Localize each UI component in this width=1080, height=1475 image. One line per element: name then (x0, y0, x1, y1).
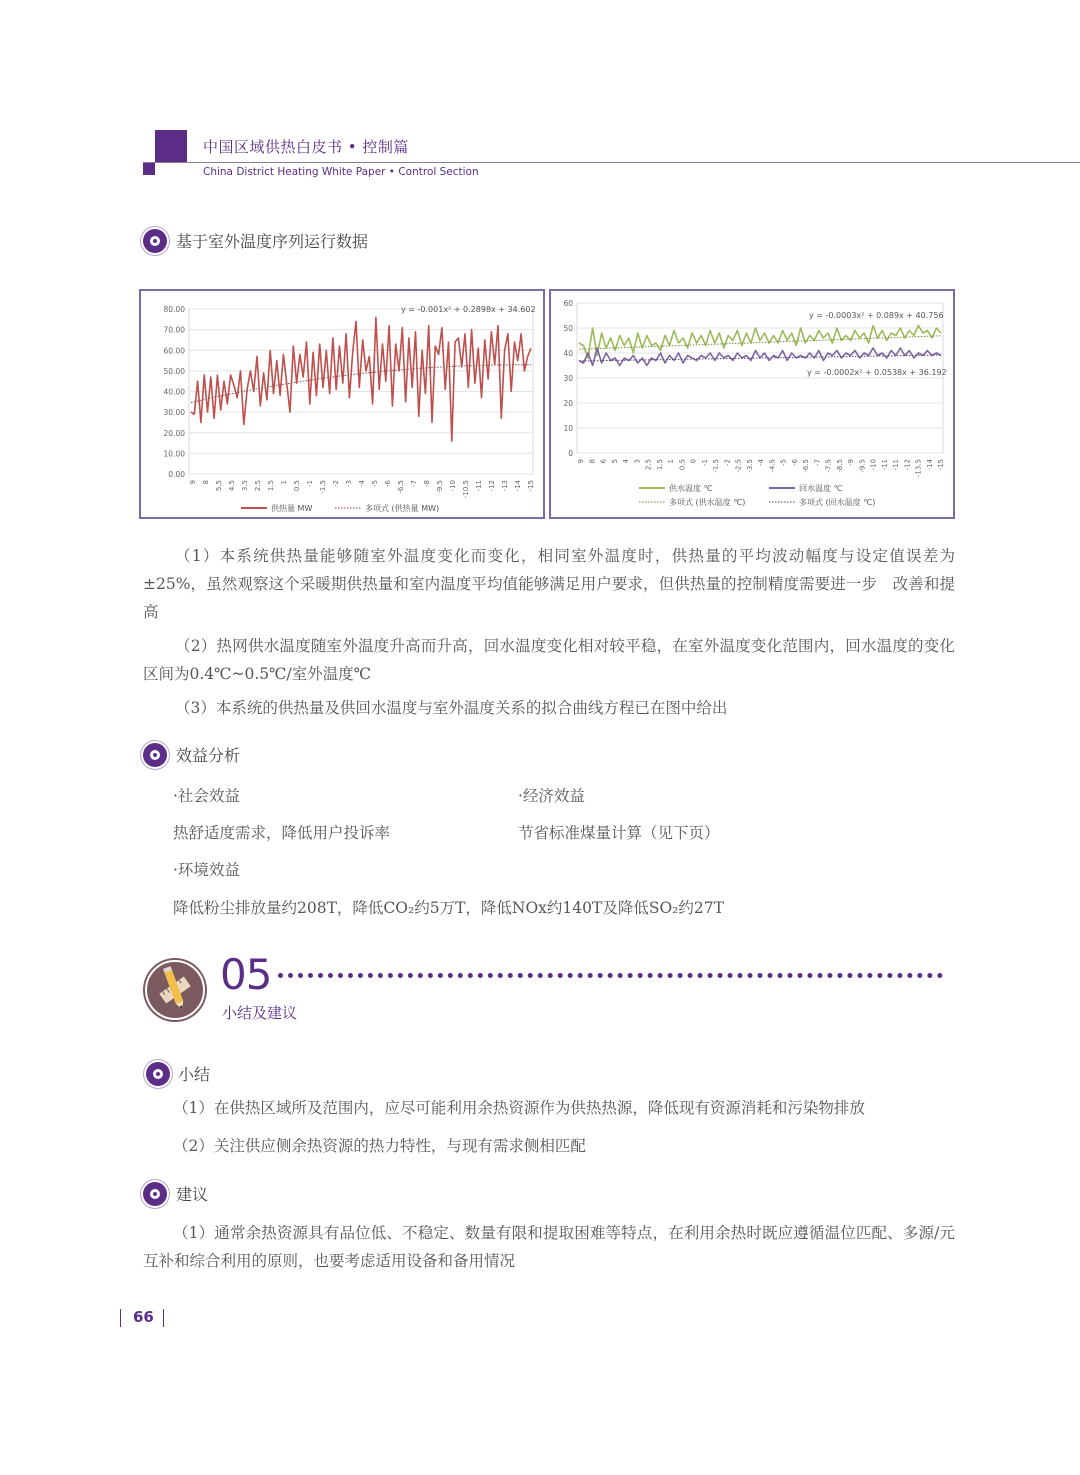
header-title-cn: 中国区域供热白皮书 • 控制篇 (203, 138, 409, 156)
x-tick-label: 0 (689, 459, 698, 464)
x-tick-label: 1 (667, 459, 675, 464)
bullet-icon (143, 1182, 167, 1206)
x-tick-label: -6.5 (802, 459, 810, 473)
pencil-ruler-icon (142, 957, 208, 1023)
legend-label: 多项式 (回水温度 ℃) (799, 498, 876, 507)
x-tick-label: -8.5 (835, 459, 844, 473)
x-tick-label: -7 (410, 480, 418, 487)
header-title-en: China District Heating White Paper • Control Section (203, 166, 479, 178)
y-tick-label: 20 (563, 399, 573, 408)
x-tick-label: -7 (813, 459, 822, 466)
x-tick-label: -2 (332, 480, 340, 487)
legend-label: 供水温度 ℃ (669, 484, 713, 493)
x-tick-label: -15 (527, 480, 535, 492)
y-tick-label: 10.00 (163, 449, 185, 459)
x-tick-label: 0.5 (293, 480, 301, 492)
summary-paragraph-2: （2）关注供应侧余热资源的热力特性，与现有需求侧相匹配 (173, 1137, 586, 1155)
x-tick-label: 1 (280, 480, 288, 485)
legend-label: 多项式 (供热量 MW) (365, 504, 440, 513)
section-dotted-rule (278, 973, 943, 978)
regression-equation: y = -0.0003x² + 0.089x + 40.756 (809, 311, 944, 320)
x-tick-label: -4 (757, 459, 765, 466)
environment-benefit-title: ·环境效益 (173, 861, 240, 879)
x-tick-label: -10 (449, 480, 457, 492)
y-tick-label: 70.00 (163, 325, 185, 335)
x-tick-label: -7.5 (824, 459, 833, 473)
run-data-heading: 基于室外温度序列运行数据 (176, 232, 369, 251)
analysis-paragraph-2: （2）热网供水温度随室外温度升高而升高，回水温度变化相对较平稳，在室外温度变化范围内，回水温度的变化区间为0.4℃~0.5℃/室外温度℃ (143, 637, 955, 683)
x-tick-label: 4.5 (228, 480, 236, 492)
x-tick-label: 6 (599, 459, 608, 464)
x-tick-label: 0.5 (678, 459, 687, 471)
x-tick-label: -6 (790, 459, 799, 466)
x-tick-label: -3 (345, 480, 353, 487)
y-tick-label: 60.00 (163, 346, 185, 356)
x-tick-label: -1.5 (712, 459, 720, 473)
x-tick-label: -1 (306, 480, 314, 487)
x-tick-label: 9 (189, 480, 197, 485)
y-tick-label: 50 (563, 324, 573, 333)
section-title: 小结及建议 (222, 1004, 298, 1022)
x-tick-label: 2.5 (254, 480, 262, 492)
x-tick-label: -4 (358, 480, 366, 487)
social-benefit-text: 热舒适度需求，降低用户投诉率 (173, 824, 391, 842)
x-tick-label: -10.5 (462, 480, 470, 499)
x-tick-label: 1.5 (267, 480, 275, 492)
y-tick-label: 40.00 (163, 387, 185, 397)
bullet-icon (146, 1062, 170, 1086)
analysis-paragraph-1: （1）本系统供热量能够随室外温度变化而变化，相同室外温度时，供热量的平均波动幅度与设定值误差为±25%，虽然观察这个采暖期供热量和室内温度平均值能够满足用户要求，但供热量的控制精度需要进一步 改善和提高 (143, 547, 955, 621)
suggestion-paragraph-1: （1）通常余热资源具有品位低、不稳定、数量有限和提取困难等特点，在利用余热时既应遵循温位匹配、多源/元互补和综合利用的原则，也要考虑适用设备和备用情况 (143, 1224, 955, 1270)
x-tick-label: -6 (384, 480, 392, 487)
x-tick-label: -14 (514, 480, 522, 492)
series-line (191, 317, 531, 441)
summary-heading: 小结 (178, 1065, 211, 1084)
x-tick-label: -11 (892, 459, 900, 471)
legend-label: 供热量 MW (271, 504, 313, 513)
water-temp-chart-svg (551, 291, 953, 517)
y-tick-label: 10 (563, 424, 573, 433)
x-tick-label: 9 (577, 459, 585, 464)
regression-equation: y = -0.001x² + 0.2898x + 34.602 (401, 305, 536, 314)
x-tick-label: -13 (501, 480, 509, 492)
summary-paragraph-1: （1）在供热区域所及范围内，应尽可能利用余热资源作为供热热源，降低现有资源消耗和污染物排放 (173, 1099, 865, 1117)
page-number: 66 (133, 1308, 154, 1326)
y-tick-label: 20.00 (163, 428, 185, 438)
x-tick-label: -2.5 (734, 459, 743, 473)
environment-benefit-text: 降低粉尘排放量约208T，降低CO₂约5万T，降低NOx约140T及降低SO₂约27T (173, 899, 724, 917)
x-tick-label: -9.5 (858, 459, 867, 473)
economic-benefit-text: 节省标准煤量计算（见下页） (518, 824, 720, 842)
x-tick-label: -11 (880, 459, 889, 471)
x-tick-label: -13.5 (914, 459, 923, 478)
x-tick-label: 3 (633, 459, 642, 464)
y-tick-label: 80.00 (163, 305, 185, 314)
x-tick-label: -12 (488, 480, 496, 492)
x-tick-label: -2 (723, 459, 732, 466)
y-tick-label: 40 (563, 349, 573, 358)
x-tick-label: -15 (937, 459, 945, 471)
social-benefit-title: ·社会效益 (173, 787, 240, 805)
x-tick-label: 8 (588, 459, 597, 464)
page-number-bar-left (120, 1309, 121, 1327)
trend-line (579, 336, 941, 350)
y-tick-label: 50.00 (163, 366, 185, 376)
x-tick-label: -12 (903, 459, 912, 471)
header-rule (143, 162, 1080, 163)
x-tick-label: -6.5 (397, 480, 405, 494)
x-tick-label: 8 (202, 480, 210, 485)
x-tick-label: 5 (610, 459, 619, 464)
x-tick-label: 1.5 (655, 459, 664, 471)
y-tick-label: 0.00 (168, 470, 185, 479)
benefit-heading: 效益分析 (176, 746, 241, 765)
bullet-icon (143, 229, 167, 253)
x-tick-label: -3.5 (745, 459, 754, 473)
analysis-paragraph-3: （3）本系统的供热量及供回水温度与室外温度关系的拟合曲线方程已在图中给出 (175, 699, 728, 717)
x-tick-label: -4.5 (768, 459, 777, 473)
regression-equation: y = -0.0002x² + 0.0538x + 36.192 (807, 368, 947, 377)
page-number-bar-right (163, 1309, 164, 1327)
legend-label: 多项式 (供水温度 ℃) (669, 498, 746, 507)
heat-load-chart-svg (141, 291, 543, 517)
bullet-icon (143, 743, 167, 767)
x-tick-label: 5.5 (215, 480, 223, 492)
water-temp-chart (549, 289, 955, 519)
x-tick-label: -5 (371, 480, 379, 487)
y-tick-label: 30 (563, 374, 573, 383)
x-tick-label: -8 (423, 480, 431, 487)
y-tick-label: 0 (568, 449, 573, 458)
suggestion-heading: 建议 (176, 1185, 209, 1204)
x-tick-label: 3.5 (241, 480, 249, 492)
x-tick-label: -14 (925, 459, 934, 471)
x-tick-label: -10 (869, 459, 878, 471)
x-tick-label: -5 (779, 459, 788, 466)
header-square-large (155, 130, 187, 162)
heat-load-chart (139, 289, 545, 519)
economic-benefit-title: ·经济效益 (518, 787, 585, 805)
y-tick-label: 60 (563, 299, 573, 308)
header-square-small (143, 163, 155, 175)
x-tick-label: -9 (847, 459, 855, 466)
y-tick-label: 30.00 (163, 408, 185, 418)
x-tick-label: -1.5 (319, 480, 327, 494)
x-tick-label: -9.5 (436, 480, 444, 494)
x-tick-label: -1 (700, 459, 709, 466)
section-number: 05 (220, 950, 272, 999)
legend-label: 回水温度 ℃ (799, 484, 843, 493)
x-tick-label: -11 (475, 480, 483, 492)
x-tick-label: 4 (622, 459, 630, 464)
x-tick-label: 2.5 (644, 459, 653, 471)
